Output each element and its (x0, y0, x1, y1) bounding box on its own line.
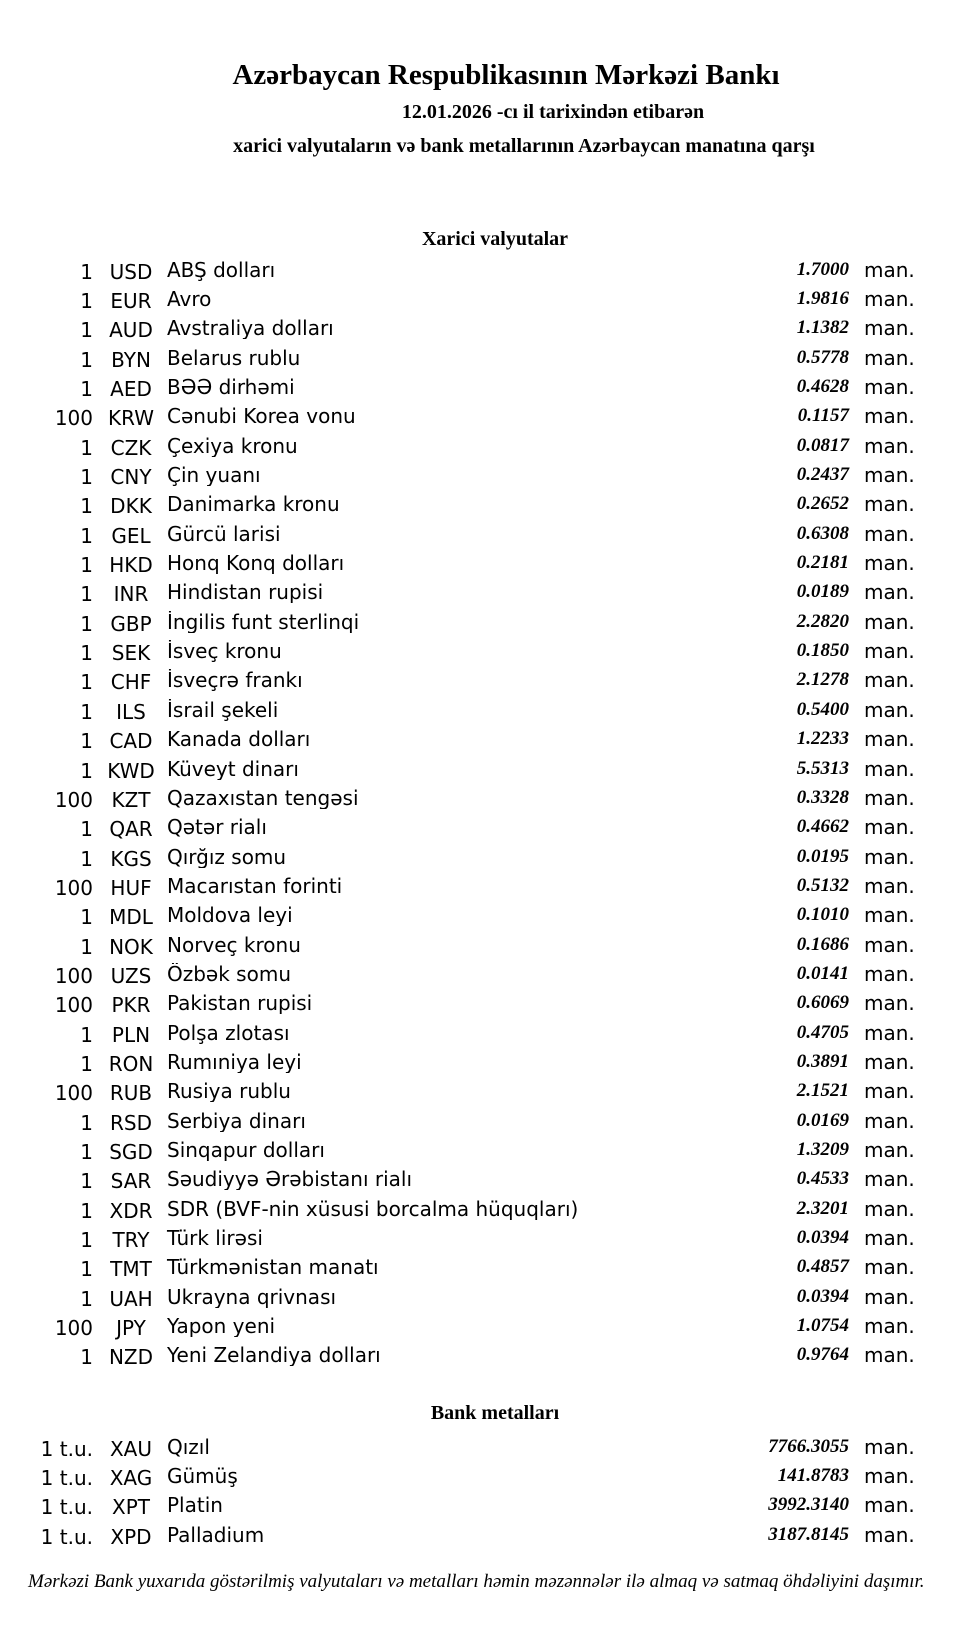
currency-name: Gümüş (167, 1465, 238, 1488)
rate-value: 1.7000 (796, 258, 849, 280)
rate-row (0, 1194, 913, 1223)
unit-label: man. (864, 1493, 915, 1518)
unit-label: man. (864, 1522, 915, 1547)
currency-name: Palladium (167, 1523, 265, 1546)
quantity: 1 (80, 905, 93, 930)
unit-label: man. (864, 404, 915, 429)
rate-value: 0.5400 (796, 698, 849, 720)
rate-row (0, 1106, 913, 1135)
currency-code: GBP (110, 611, 152, 636)
quantity: 1 (80, 1345, 93, 1370)
currency-name: Polşa zlotası (167, 1021, 290, 1044)
currency-name: Çin yuanı (167, 464, 261, 487)
currency-code: BYN (111, 347, 151, 372)
unit-label: man. (864, 580, 915, 605)
currency-name: Rusiya rublu (167, 1080, 291, 1103)
currencies-section-title: Xarici valyutalar (421, 228, 569, 250)
currency-code: AED (110, 377, 152, 402)
rate-row (0, 695, 913, 724)
unit-label: man. (864, 433, 915, 458)
currency-code: KGS (110, 846, 152, 871)
currency-code: PKR (111, 993, 151, 1018)
rate-value: 0.5778 (796, 346, 849, 368)
rate-row (0, 255, 913, 284)
rate-value: 0.0195 (796, 845, 849, 867)
rate-value: 0.1850 (796, 640, 849, 662)
rate-value: 2.2820 (796, 610, 849, 632)
currency-code: RUB (109, 1081, 153, 1106)
currency-name: Norveç kronu (167, 933, 301, 956)
unit-label: man. (864, 257, 915, 282)
currency-name: Moldova leyi (167, 904, 293, 927)
quantity: 1 (80, 523, 93, 548)
currency-code: HKD (109, 553, 153, 578)
currency-name: Platin (167, 1494, 223, 1517)
rate-row (0, 930, 913, 959)
rate-value: 0.0169 (796, 1109, 849, 1131)
quantity: 1 t.u. (40, 1495, 93, 1520)
currency-code: RON (108, 1051, 154, 1076)
currency-name: BƏƏ dirhəmi (167, 376, 295, 399)
currency-code: JPY (116, 1316, 146, 1341)
currency-name: Türk lirəsi (167, 1227, 263, 1250)
currency-name: SDR (BVF-nin xüsusi borcalma hüquqları) (167, 1197, 579, 1220)
unit-label: man. (864, 1079, 915, 1104)
quantity: 1 (80, 347, 93, 372)
rate-value: 0.4705 (796, 1021, 849, 1043)
quantity: 1 (80, 465, 93, 490)
quantity: 100 (54, 1316, 93, 1341)
unit-label: man. (864, 991, 915, 1016)
rate-value: 1.1382 (796, 317, 849, 339)
unit-label: man. (864, 1108, 915, 1133)
currency-code: AUD (109, 318, 153, 343)
quantity: 1 (80, 670, 93, 695)
currency-code: TRY (112, 1228, 150, 1253)
quantity: 1 (80, 611, 93, 636)
rate-value: 2.1521 (796, 1080, 849, 1102)
quantity: 1 (80, 1110, 93, 1135)
unit-label: man. (864, 1049, 915, 1074)
rate-row (0, 842, 913, 871)
quantity: 1 (80, 1139, 93, 1164)
quantity: 1 (80, 318, 93, 343)
currency-name: İsveç kronu (167, 640, 282, 663)
currency-name: Çexiya kronu (167, 434, 298, 457)
currency-code: UAH (109, 1286, 153, 1311)
rate-row (0, 548, 913, 577)
rate-value: 0.4628 (796, 376, 849, 398)
quantity: 1 (80, 494, 93, 519)
unit-label: man. (864, 844, 915, 869)
rate-row (0, 1018, 913, 1047)
rate-row (0, 1077, 913, 1106)
quantity: 1 (80, 758, 93, 783)
unit-label: man. (864, 785, 915, 810)
quantity: 1 (80, 1169, 93, 1194)
currency-code: EUR (110, 289, 152, 314)
footer-note: Mərkəzi Bank yuxarıda göstərilmiş valyutaları və metalları həmin məzənnələr ilə almaq və satmaq öhdəliyini daşımır. (28, 1571, 925, 1592)
currency-code: KZT (111, 787, 151, 812)
unit-label: man. (864, 639, 915, 664)
currency-code: SAR (110, 1169, 152, 1194)
quantity: 1 (80, 641, 93, 666)
currency-code: CAD (109, 729, 153, 754)
currency-code: SGD (109, 1139, 153, 1164)
rate-row (0, 1311, 913, 1340)
rate-row (0, 636, 913, 665)
quantity: 1 (80, 289, 93, 314)
rate-row (0, 490, 913, 519)
currency-code: USD (109, 259, 153, 284)
currency-code: MDL (109, 905, 153, 930)
unit-label: man. (864, 932, 915, 957)
currency-name: Danimarka kronu (167, 493, 340, 516)
currency-code: ILS (116, 699, 146, 724)
rate-value: 1.3209 (796, 1138, 849, 1160)
rate-value: 0.1010 (796, 904, 849, 926)
currency-name: Hindistan rupisi (167, 581, 324, 604)
currency-name: Honq Konq dolları (167, 552, 345, 575)
quantity: 1 (80, 817, 93, 842)
rate-row (0, 314, 913, 343)
quantity: 1 t.u. (40, 1436, 93, 1461)
currencies-table (0, 255, 913, 1370)
quantity: 1 (80, 1228, 93, 1253)
currency-name: Serbiya dinarı (167, 1109, 306, 1132)
rate-value: 0.6069 (796, 992, 849, 1014)
rate-row (0, 431, 913, 460)
quantity: 1 (80, 259, 93, 284)
currency-name: Avstraliya dolları (167, 317, 334, 340)
quantity: 1 (80, 1198, 93, 1223)
unit-label: man. (864, 1284, 915, 1309)
rate-value: 0.0394 (796, 1227, 849, 1249)
quantity: 100 (54, 963, 93, 988)
quantity: 1 (80, 435, 93, 460)
quantity: 1 (80, 934, 93, 959)
currency-name: Yapon yeni (167, 1315, 276, 1338)
quantity: 100 (54, 875, 93, 900)
quantity: 1 (80, 582, 93, 607)
unit-label: man. (864, 727, 915, 752)
currency-code: KWD (107, 758, 155, 783)
currency-name: ABŞ dolları (167, 258, 276, 281)
rate-row (0, 754, 913, 783)
unit-label: man. (864, 287, 915, 312)
metals-section-title: Bank metalları (430, 1402, 560, 1424)
effective-date-line: 12.01.2026 -cı il tarixindən etibarən (401, 101, 705, 123)
quantity: 1 (80, 553, 93, 578)
rate-value: 141.8783 (777, 1465, 849, 1487)
unit-label: man. (864, 1434, 915, 1459)
currency-name: Cənubi Korea vonu (167, 405, 356, 428)
rate-row (0, 901, 913, 930)
currency-code: GEL (111, 523, 151, 548)
currency-code: XAU (109, 1436, 153, 1461)
currency-code: NOK (109, 934, 153, 959)
currency-name: İsrail şekeli (167, 698, 279, 721)
rate-row (0, 959, 913, 988)
currency-name: Pakistan rupisi (167, 992, 313, 1015)
currency-name: Kanada dolları (167, 728, 311, 751)
currency-name: Gürcü larisi (167, 522, 281, 545)
currency-name: Küveyt dinarı (167, 757, 299, 780)
unit-label: man. (864, 697, 915, 722)
rate-value: 3992.3140 (768, 1494, 849, 1516)
currency-code: PLN (111, 1022, 151, 1047)
currency-name: Səudiyyə Ərəbistanı rialı (167, 1168, 413, 1191)
rate-value: 0.4533 (796, 1168, 849, 1190)
rate-row (0, 1135, 913, 1164)
unit-label: man. (864, 1167, 915, 1192)
currency-name: Türkmənistan manatı (167, 1256, 379, 1279)
unit-label: man. (864, 1343, 915, 1368)
currency-code: NZD (108, 1345, 154, 1370)
currency-code: DKK (110, 494, 152, 519)
unit-label: man. (864, 815, 915, 840)
rate-row (0, 1461, 913, 1490)
rate-row (0, 372, 913, 401)
unit-label: man. (864, 492, 915, 517)
currency-code: TMT (110, 1257, 152, 1282)
rate-row (0, 1432, 913, 1461)
rate-row (0, 1341, 913, 1370)
rate-row (0, 666, 913, 695)
rate-value: 0.2652 (796, 493, 849, 515)
currency-code: INR (113, 582, 149, 607)
unit-label: man. (864, 1464, 915, 1489)
currency-name: Macarıstan forinti (167, 874, 343, 897)
currency-name: Avro (167, 288, 212, 311)
unit-label: man. (864, 668, 915, 693)
quantity: 1 (80, 377, 93, 402)
rate-value: 0.9764 (796, 1344, 849, 1366)
rate-value: 0.0817 (796, 434, 849, 456)
rate-row (0, 519, 913, 548)
quantity: 1 (80, 1286, 93, 1311)
unit-label: man. (864, 1226, 915, 1251)
currency-name: Ukrayna qrivnası (167, 1285, 337, 1308)
rate-value: 0.3891 (796, 1050, 849, 1072)
rate-row (0, 1165, 913, 1194)
rate-row (0, 813, 913, 842)
unit-label: man. (864, 345, 915, 370)
rate-value: 0.5132 (796, 874, 849, 896)
quantity: 1 t.u. (40, 1466, 93, 1491)
quantity: 1 (80, 846, 93, 871)
metals-table (0, 1432, 913, 1549)
currency-name: Sinqapur dolları (167, 1138, 325, 1161)
unit-label: man. (864, 609, 915, 634)
rate-value: 0.6308 (796, 522, 849, 544)
quantity: 1 (80, 729, 93, 754)
currency-name: Qırğız somu (167, 845, 287, 868)
currency-code: KRW (108, 406, 154, 431)
unit-label: man. (864, 1020, 915, 1045)
currency-code: HUF (110, 875, 152, 900)
quantity: 1 (80, 1022, 93, 1047)
rate-value: 1.0754 (796, 1315, 849, 1337)
rate-row (0, 1520, 913, 1549)
rate-row (0, 1282, 913, 1311)
bulletin-subtitle: xarici valyutaların və bank metallarının Azərbaycan manatına qarşı (233, 135, 815, 157)
unit-label: man. (864, 375, 915, 400)
currency-code: CZK (110, 435, 152, 460)
rate-row (0, 1223, 913, 1252)
unit-label: man. (864, 903, 915, 928)
currency-code: RSD (110, 1110, 152, 1135)
rate-row (0, 460, 913, 489)
rate-value: 0.4857 (796, 1256, 849, 1278)
rate-row (0, 1047, 913, 1076)
currency-code: XPD (110, 1524, 152, 1549)
rate-row (0, 989, 913, 1018)
unit-label: man. (864, 551, 915, 576)
rate-value: 1.2233 (796, 728, 849, 750)
rate-value: 0.0141 (796, 962, 849, 984)
rate-value: 2.1278 (796, 669, 849, 691)
unit-label: man. (864, 521, 915, 546)
rate-value: 0.0189 (796, 581, 849, 603)
currency-name: Qətər rialı (167, 816, 267, 839)
currency-code: QAR (109, 817, 153, 842)
rate-value: 2.3201 (796, 1197, 849, 1219)
currency-name: Qazaxıstan tengəsi (167, 786, 359, 809)
quantity: 100 (54, 406, 93, 431)
rate-row (0, 402, 913, 431)
quantity: 1 (80, 1257, 93, 1282)
rate-value: 7766.3055 (768, 1435, 849, 1457)
rate-row (0, 578, 913, 607)
rate-value: 0.2437 (796, 464, 849, 486)
rate-value: 0.0394 (796, 1285, 849, 1307)
quantity: 100 (54, 993, 93, 1018)
rate-row (0, 725, 913, 754)
currency-code: SEK (111, 641, 151, 666)
unit-label: man. (864, 756, 915, 781)
currency-name: İsveçrə frankı (167, 669, 303, 692)
currency-name: İngilis funt sterlinqi (167, 610, 360, 633)
currency-code: CHF (110, 670, 152, 695)
rate-row (0, 1491, 913, 1520)
rate-row (0, 607, 913, 636)
quantity: 100 (54, 787, 93, 812)
rate-value: 0.3328 (796, 786, 849, 808)
rate-row (0, 1253, 913, 1282)
unit-label: man. (864, 1314, 915, 1339)
rate-row (0, 284, 913, 313)
rate-value: 0.1157 (797, 405, 849, 427)
currency-code: UZS (110, 963, 152, 988)
rate-value: 3187.8145 (768, 1523, 849, 1545)
unit-label: man. (864, 463, 915, 488)
rate-value: 0.2181 (796, 552, 849, 574)
rate-value: 1.9816 (796, 288, 849, 310)
quantity: 100 (54, 1081, 93, 1106)
rate-value: 0.4662 (796, 816, 849, 838)
rate-row (0, 343, 913, 372)
unit-label: man. (864, 316, 915, 341)
currency-code: CNY (110, 465, 152, 490)
unit-label: man. (864, 1196, 915, 1221)
currency-name: Belarus rublu (167, 346, 301, 369)
rate-value: 0.1686 (796, 933, 849, 955)
currency-name: Özbək somu (167, 962, 291, 985)
page-title: Azərbaycan Respublikasının Mərkəzi Bankı (232, 59, 780, 91)
unit-label: man. (864, 873, 915, 898)
quantity: 1 t.u. (40, 1524, 93, 1549)
currency-name: Rumıniya leyi (167, 1050, 302, 1073)
currency-name: Yeni Zelandiya dolları (167, 1344, 381, 1367)
currency-name: Qızıl (167, 1435, 210, 1458)
rate-value: 5.5313 (796, 757, 849, 779)
unit-label: man. (864, 1137, 915, 1162)
currency-code: XDR (109, 1198, 153, 1223)
currency-code: XPT (112, 1495, 150, 1520)
rate-row (0, 783, 913, 812)
rate-row (0, 871, 913, 900)
quantity: 1 (80, 699, 93, 724)
unit-label: man. (864, 961, 915, 986)
quantity: 1 (80, 1051, 93, 1076)
unit-label: man. (864, 1255, 915, 1280)
currency-code: XAG (109, 1466, 153, 1491)
